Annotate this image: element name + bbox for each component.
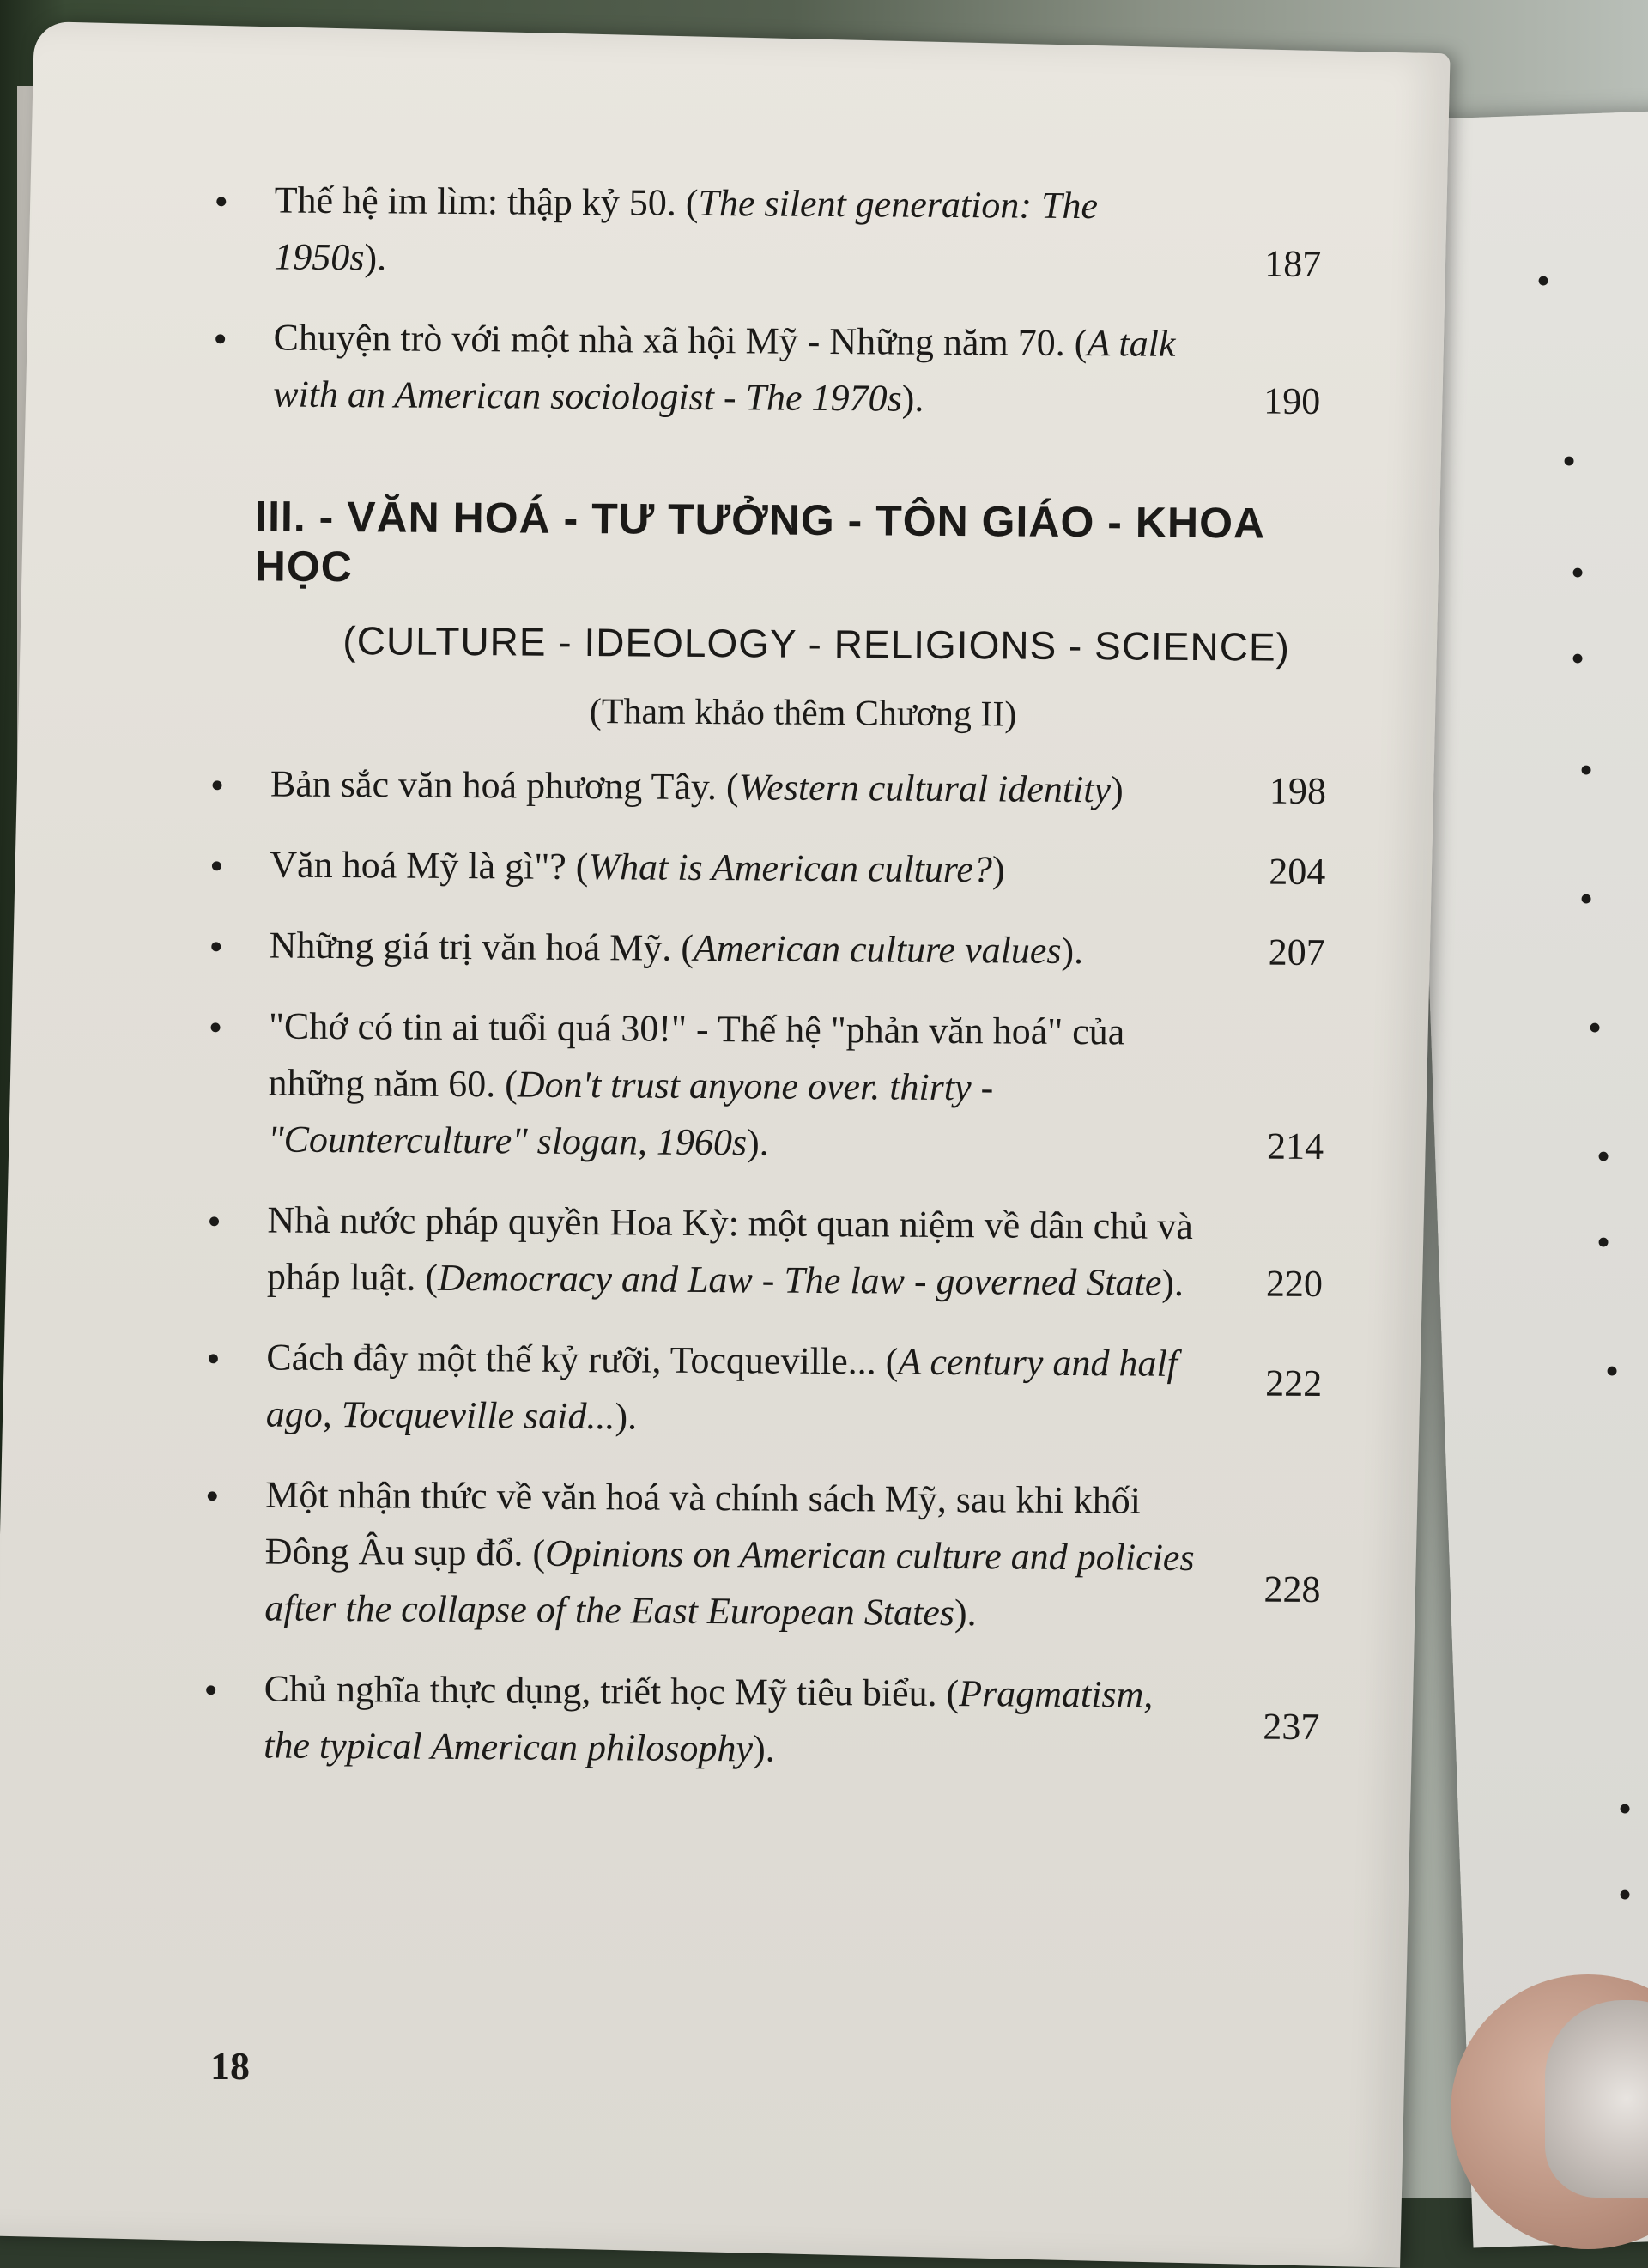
bullet-icon: • (207, 1198, 221, 1244)
bullet-icon: • (1579, 876, 1594, 920)
toc-top-items (213, 172, 1330, 430)
bullet-icon: • (209, 762, 225, 808)
bullet-icon: • (209, 924, 223, 969)
toc-item: • Thế hệ im lìm: thập kỷ 50. (The silent generation: The 1950s). 187 (214, 172, 1210, 292)
page-number: 204 (1269, 850, 1326, 894)
bullet-icon: • (208, 1004, 223, 1050)
bullet-icon: • (205, 1473, 220, 1519)
bullet-icon: • (1579, 748, 1594, 791)
page-number: 207 (1268, 931, 1325, 974)
section-reference: (Tham khảo thêm Chương II) (589, 692, 1017, 735)
toc-item: • Những giá trị văn hoá Mỹ. (American culture values). 207 (209, 917, 1324, 981)
section-heading: III. - VĂN HOÁ - TƯ TƯỞNG - TÔN GIÁO - KHOA HỌC (254, 492, 1264, 591)
bullet-icon: • (1618, 1872, 1633, 1916)
bullet-icon: • (1605, 1349, 1620, 1392)
page-folio: 18 (210, 2044, 250, 2088)
page-number: 190 (1263, 379, 1321, 422)
bullet-icon: • (1588, 1005, 1603, 1049)
thumbnail-polish (1545, 2000, 1648, 2198)
toc-item: • Cách đây một thế kỷ rưỡi, Tocqueville... (A century and half ago, Tocqueville said...). 222 (206, 1329, 1323, 1450)
bullet-icon: • (1571, 636, 1585, 680)
bullet-icon: • (214, 179, 229, 224)
toc-item: • Chủ nghĩa thực dụng, triết học Mỹ tiêu biểu. (Pragmatism, the typical American philosophy). 237 (203, 1660, 1320, 1781)
page-number: 228 (1263, 1568, 1321, 1611)
toc-item: • Văn hoá Mỹ là gì"? (What is American culture?) 204 (209, 836, 1325, 901)
page-number: 220 (1265, 1262, 1324, 1306)
page-number: 214 (1266, 1125, 1324, 1168)
bullet-icon: • (213, 316, 227, 361)
bullet-icon: • (1618, 1786, 1633, 1830)
page-number: 198 (1269, 769, 1327, 813)
page-number: 222 (1265, 1361, 1323, 1405)
toc-item: • Một nhận thức về văn hoá và chính sách Mỹ, sau khi khối Đông Âu sụp đổ. (Opinions on American culture and policies after the collapse of the East European States). 228 (204, 1466, 1321, 1644)
toc-item: • "Chớ có tin ai tuổi quá 30!" - Thế hệ "phản văn hoá" của những năm 60. (Don't trust anyone over. thirty - "Counterculture" slogan, 1960s). 214 (208, 998, 1324, 1175)
page-number: 237 (1263, 1705, 1320, 1749)
toc-item: • Chuyện trò với một nhà xã hội Mỹ - Những năm 70. (A talk with an American sociologist - The 1970s). 190 (213, 309, 1209, 429)
bullet-icon: • (203, 1667, 218, 1713)
bullet-icon: • (1596, 1134, 1611, 1178)
bullet-icon: • (1596, 1220, 1611, 1264)
toc-item: • Nhà nước pháp quyền Hoa Kỳ: một quan niệm về dân chủ và pháp luật. (Democracy and Law - The law - governed State). 220 (207, 1192, 1324, 1313)
toc-item: • Bản sắc văn hoá phương Tây. (Western cultural identity) 198 (210, 755, 1326, 820)
bullet-icon: • (1562, 439, 1577, 482)
bullet-icon: • (206, 1336, 221, 1381)
bullet-icon: • (1571, 550, 1585, 594)
page-number: 187 (1264, 242, 1322, 286)
bullet-icon: • (209, 843, 224, 888)
toc-section-items (203, 755, 1326, 1781)
table-of-contents (203, 172, 1330, 1805)
section-subheading: (CULTURE - IDEOLOGY - RELIGIONS - SCIENCE) (342, 618, 1291, 670)
bullet-icon: • (1536, 258, 1551, 302)
